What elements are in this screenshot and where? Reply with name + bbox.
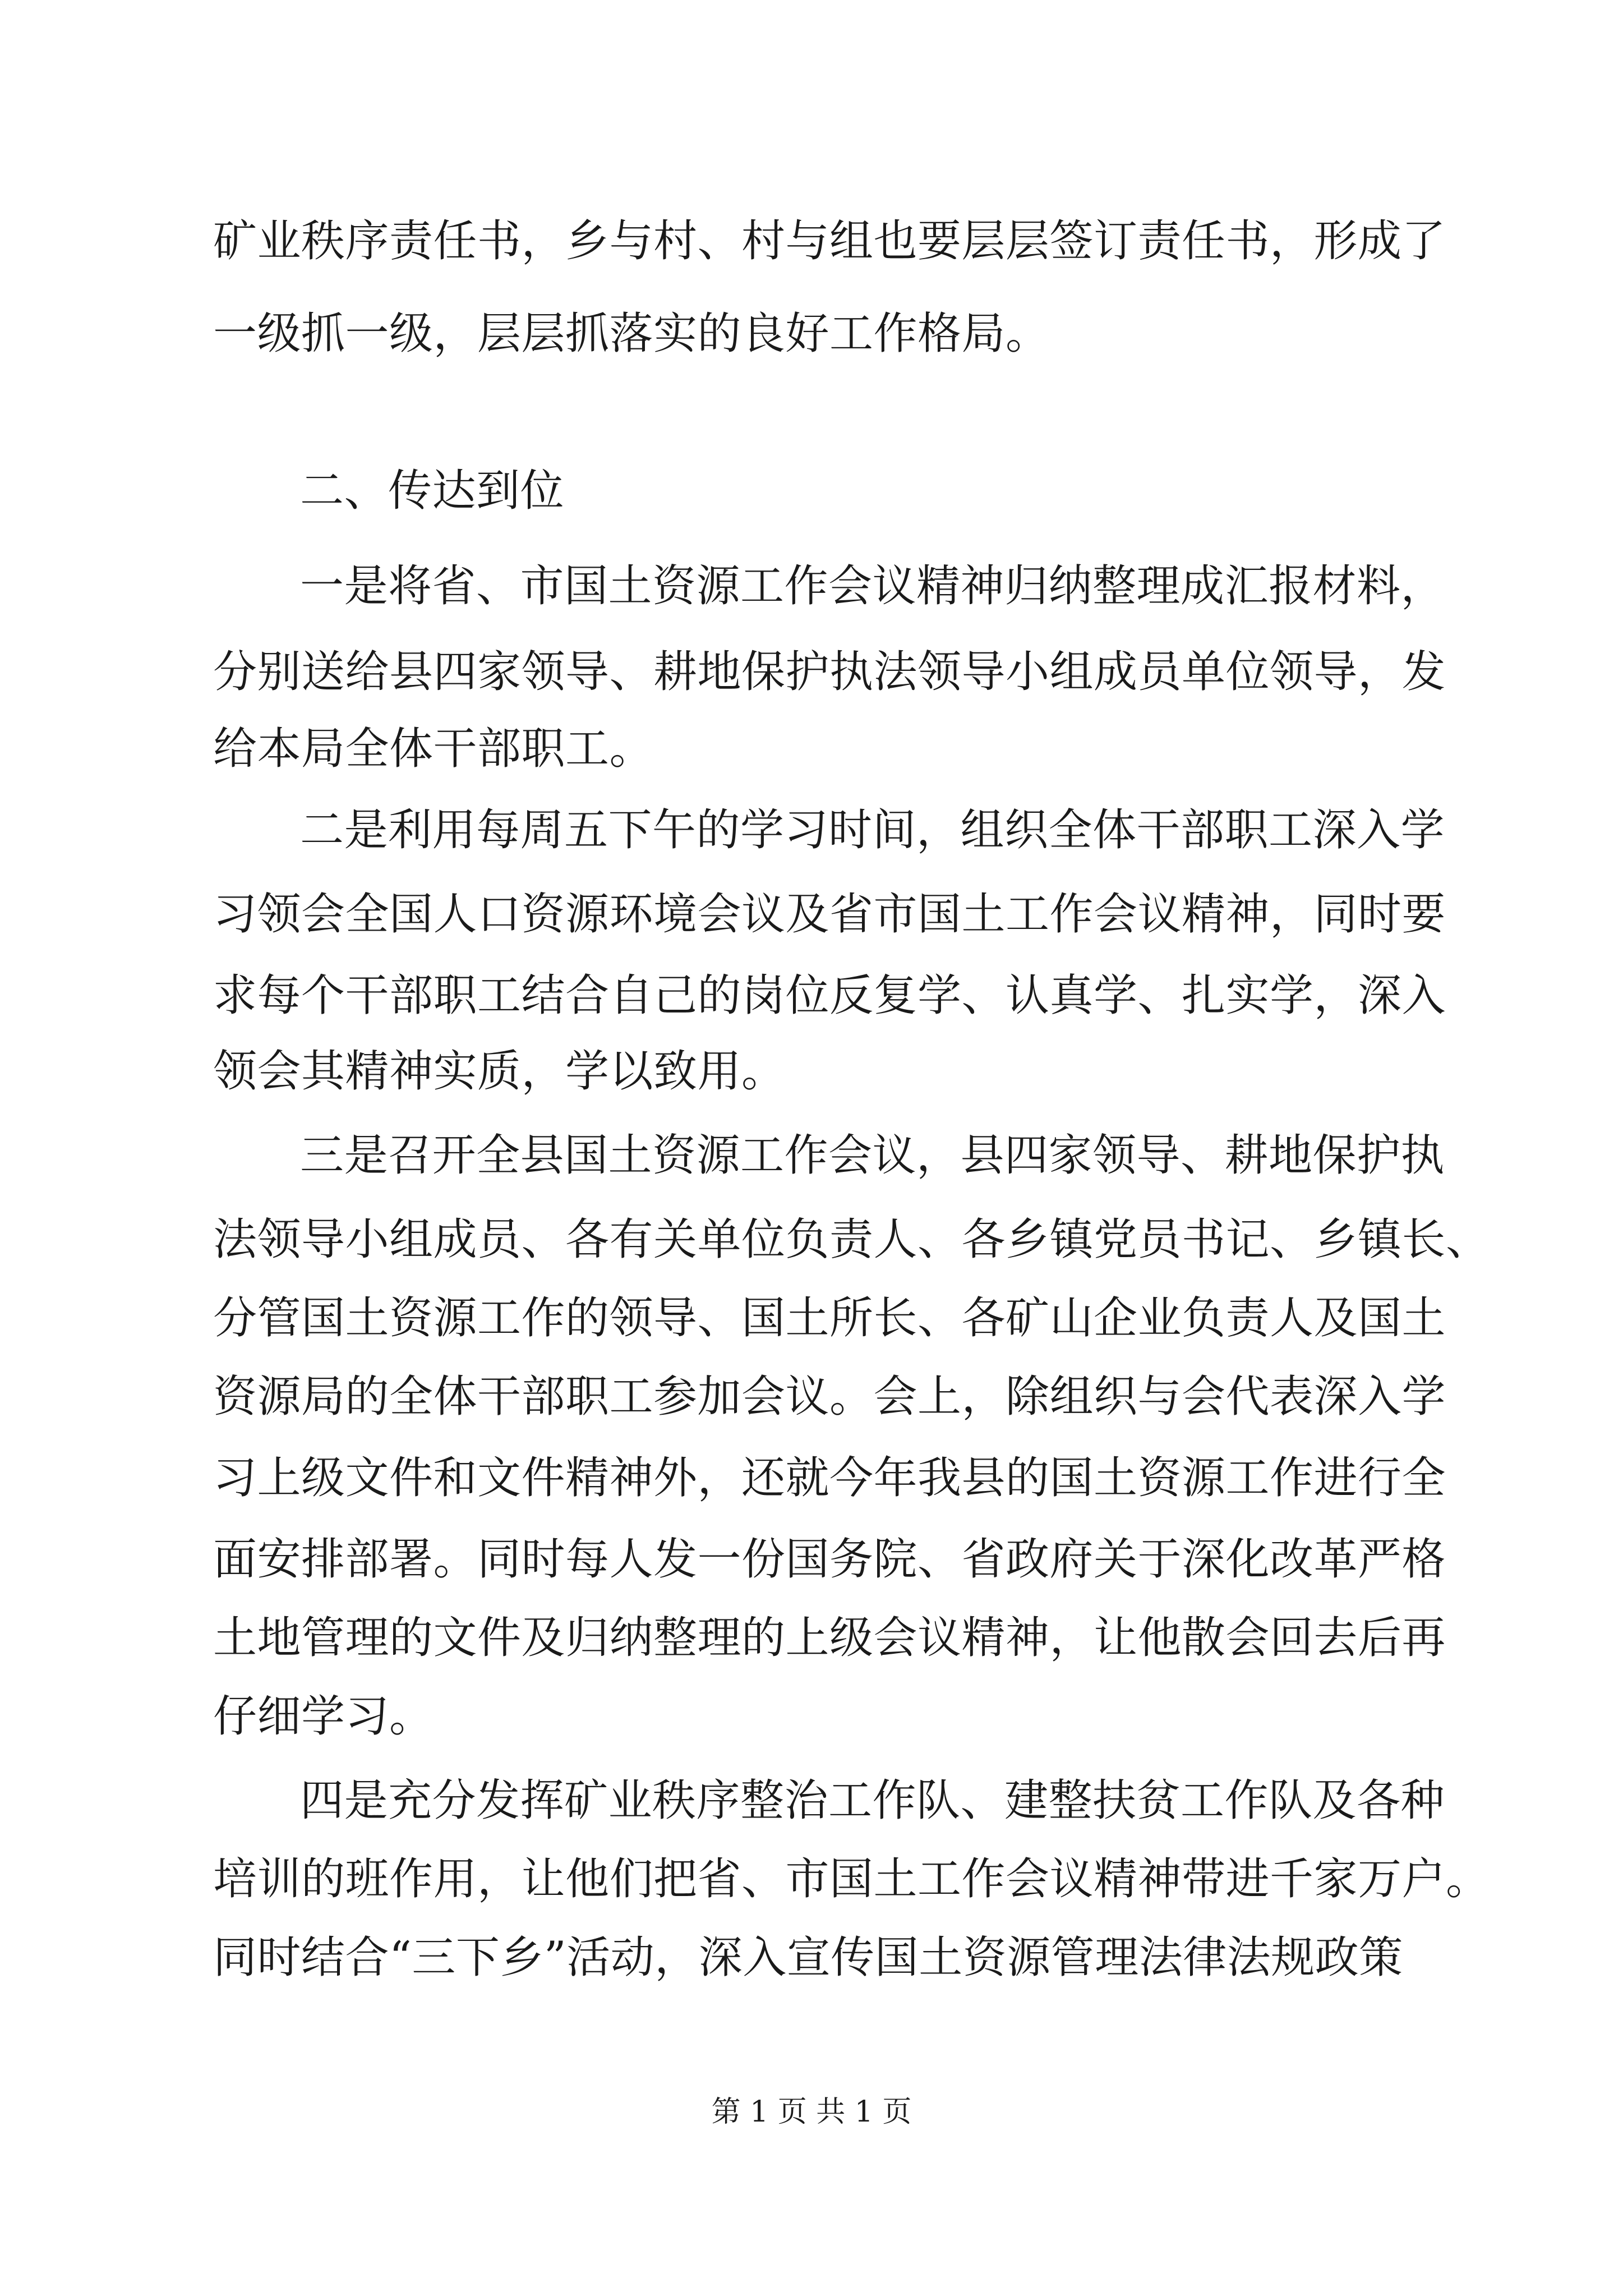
body-line-2: 一级抓一级，层层抓落实的良好工作格局。 (213, 309, 1050, 359)
body-line-20: 培训的班作用，让他们把省、市国土工作会议精神带进千家万户。 (213, 1854, 1490, 1904)
body-line-10: 领会其精神实质，学以致用。 (213, 1046, 786, 1097)
body-line-19: 四是充分发挥矿业秩序整治工作队、建整扶贫工作队及各种 (300, 1775, 1445, 1826)
body-line-7: 二是利用每周五下午的学习时间，组织全体干部职工深入学 (300, 805, 1445, 855)
body-line-8: 习领会全国人口资源环境会议及省市国土工作会议精神，同时要 (213, 889, 1446, 940)
body-line-13: 分管国土资源工作的领导、国土所长、各矿山企业负责人及国土 (213, 1293, 1446, 1343)
body-line-5: 分别送给县四家领导、耕地保护执法领导小组成员单位领导，发 (213, 647, 1446, 697)
body-line-17: 土地管理的文件及归纳整理的上级会议精神，让他散会回去后再 (213, 1613, 1446, 1663)
body-line-9: 求每个干部职工结合自己的岗位反复学、认真学、扎实学，深入 (213, 970, 1446, 1021)
body-line-11: 三是召开全县国土资源工作会议，县四家领导、耕地保护执 (300, 1130, 1445, 1181)
section-heading: 二、传达到位 (300, 466, 565, 516)
body-line-15: 习上级文件和文件精神外，还就今年我县的国土资源工作进行全 (213, 1453, 1446, 1503)
body-line-21: 同时结合“三下乡”活动，深入宣传国土资源管理法律法规政策 (213, 1932, 1403, 1983)
body-line-1: 矿业秩序责任书，乡与村、村与组也要层层签订责任书，形成了 (213, 216, 1446, 266)
body-line-16: 面安排部署。同时每人发一份国务院、省政府关于深化改革严格 (213, 1534, 1446, 1585)
body-line-6: 给本局全体干部职工。 (213, 724, 654, 774)
body-line-18: 仔细学习。 (213, 1691, 434, 1742)
body-line-14: 资源局的全体干部职工参加会议。会上，除组织与会代表深入学 (213, 1372, 1446, 1422)
body-line-4: 一是将省、市国土资源工作会议精神归纳整理成汇报材料， (300, 561, 1445, 611)
body-line-12: 法领导小组成员、各有关单位负责人、各乡镇党员书记、乡镇长、 (213, 1214, 1490, 1265)
page-footer: 第 1 页 共 1 页 (711, 2095, 912, 2129)
